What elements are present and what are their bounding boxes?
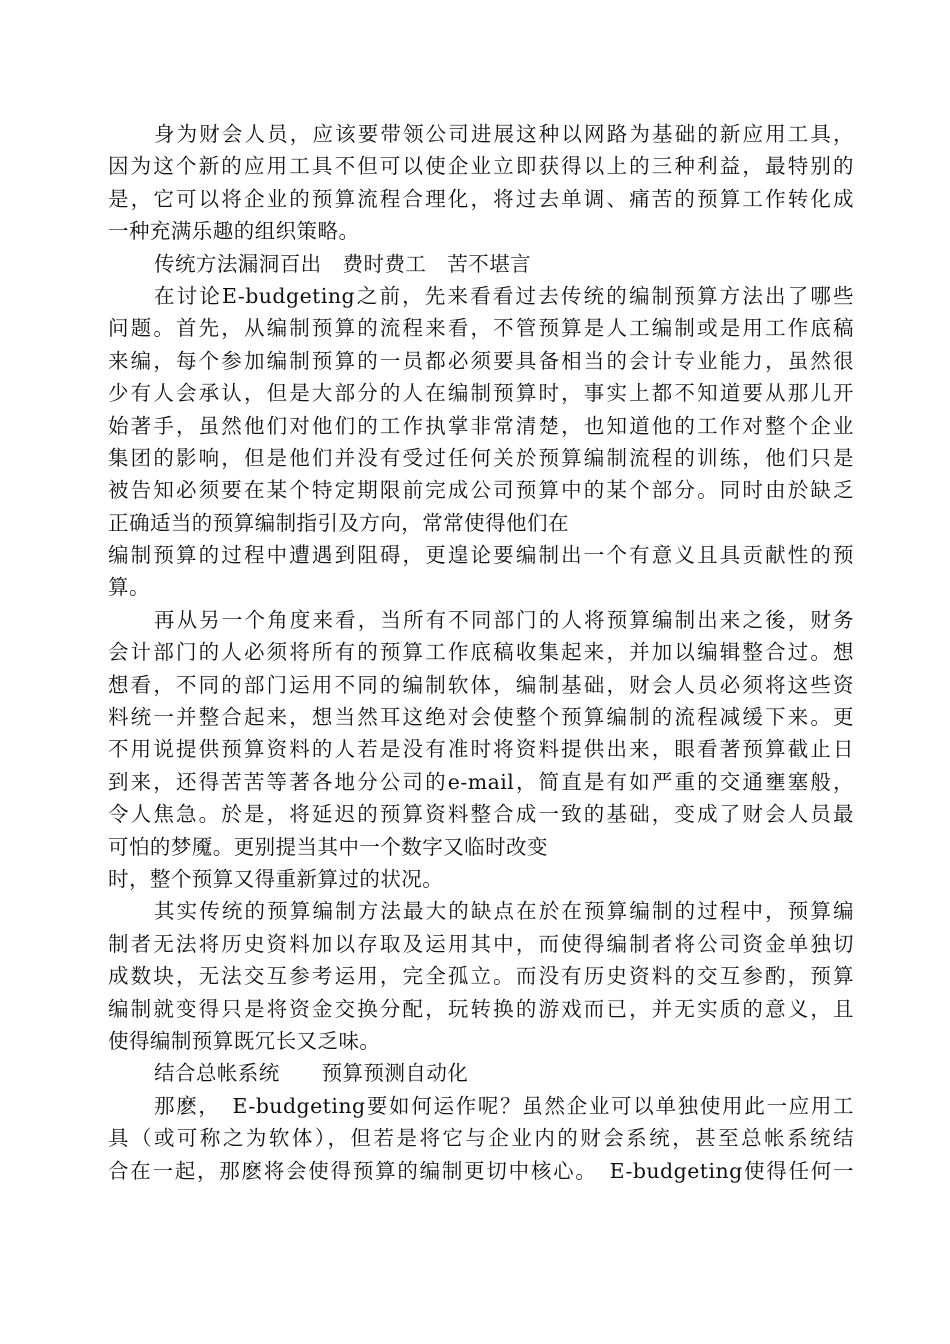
paragraph-line: 会计部门的人必须将所有的预算工作底稿收集起来，并加以编辑整合过。想	[108, 640, 854, 665]
paragraph-line: 少有人会承认，但是大部分的人在编制预算时，事实上都不知道要从那儿开	[108, 381, 854, 406]
paragraph-line: 因为这个新的应用工具不但可以使企业立即获得以上的三种利益，最特别的	[108, 154, 854, 179]
paragraph-line: 制者无法将历史资料加以存取及运用其中，而使得编制者将公司资金单独切	[108, 931, 854, 956]
paragraph-line: 合在一起，那麽将会使得预算的编制更切中核心。 E-budgeting使得任何一	[108, 1158, 854, 1183]
paragraph-line: 算。	[108, 575, 150, 600]
paragraph-line: 始著手，虽然他们对他们的工作执掌非常清楚，也知道他的工作对整个企业	[108, 413, 854, 438]
paragraph-line: 成数块，无法交互参考运用，完全孤立。而没有历史资料的交互参酌，预算	[108, 964, 854, 989]
paragraph-line: 其实传统的预算编制方法最大的缺点在於在预算编制的过程中，预算编	[154, 899, 854, 924]
paragraph-line: 问题。首先，从编制预算的流程来看，不管预算是人工编制或是用工作底稿	[108, 316, 854, 341]
paragraph-line: 身为财会人员，应该要带领公司进展这种以网路为基础的新应用工具，	[154, 122, 854, 146]
paragraph-line: 料统一并整合起来，想当然耳这绝对会使整个预算编制的流程减缓下来。更	[108, 705, 854, 730]
paragraph-line: 集团的影响，但是他们并没有受过任何关於预算编制流程的训练，他们只是	[108, 445, 854, 470]
paragraph-line: 具（或可称之为软体），但若是将它与企业内的财会系统，甚至总帐系统结	[108, 1126, 854, 1151]
paragraph-line: 到来，还得苦苦等著各地分公司的e-mail，简直是有如严重的交通壅塞般，	[108, 769, 854, 794]
paragraph-line: 不用说提供预算资料的人若是没有准时将资料提供出来，眼看著预算截止日	[108, 737, 854, 762]
paragraph-line: 被告知必须要在某个特定期限前完成公司预算中的某个部分。同时由於缺乏	[108, 478, 854, 503]
paragraph-line: 编制就变得只是将资金交换分配，玩转换的游戏而已，并无实质的意义，且	[108, 996, 854, 1021]
section-heading: 结合总帐系统 预算预测自动化	[154, 1061, 469, 1086]
paragraph-line: 那麽， E-budgeting要如何运作呢？虽然企业可以单独使用此一应用工	[154, 1093, 854, 1118]
paragraph-line: 可怕的梦魇。更别提当其中一个数字又临时改变	[108, 834, 548, 859]
paragraph-line: 在讨论E-budgeting之前，先来看看过去传统的编制预算方法出了哪些	[154, 283, 854, 308]
section-heading: 传统方法漏洞百出 费时费工 苦不堪言	[154, 251, 532, 276]
paragraph-line: 来编，每个参加编制预算的一员都必须要具备相当的会计专业能力，虽然很	[108, 348, 854, 373]
paragraph-line: 时，整个预算又得重新算过的状况。	[108, 866, 444, 891]
paragraph-line: 编制预算的过程中遭遇到阻碍，更遑论要编制出一个有意义且具贡献性的预	[108, 543, 854, 568]
paragraph-line: 正确适当的预算编制指引及方向，常常使得他们在	[108, 510, 569, 535]
paragraph-line: 使得编制预算既冗长又乏味。	[108, 1028, 381, 1053]
paragraph-line: 再从另一个角度来看，当所有不同部门的人将预算编制出来之後，财务	[154, 607, 854, 632]
paragraph-line: 一种充满乐趣的组织策略。	[108, 219, 360, 244]
document-page	[108, 118, 854, 1187]
paragraph-line: 令人焦急。於是，将延迟的预算资料整合成一致的基础，变成了财会人员最	[108, 802, 854, 827]
paragraph-line: 想看，不同的部门运用不同的编制软体，编制基础，财会人员必须将这些资	[108, 672, 854, 697]
paragraph-line: 是，它可以将企业的预算流程合理化，将过去单调、痛苦的预算工作转化成	[108, 186, 854, 211]
